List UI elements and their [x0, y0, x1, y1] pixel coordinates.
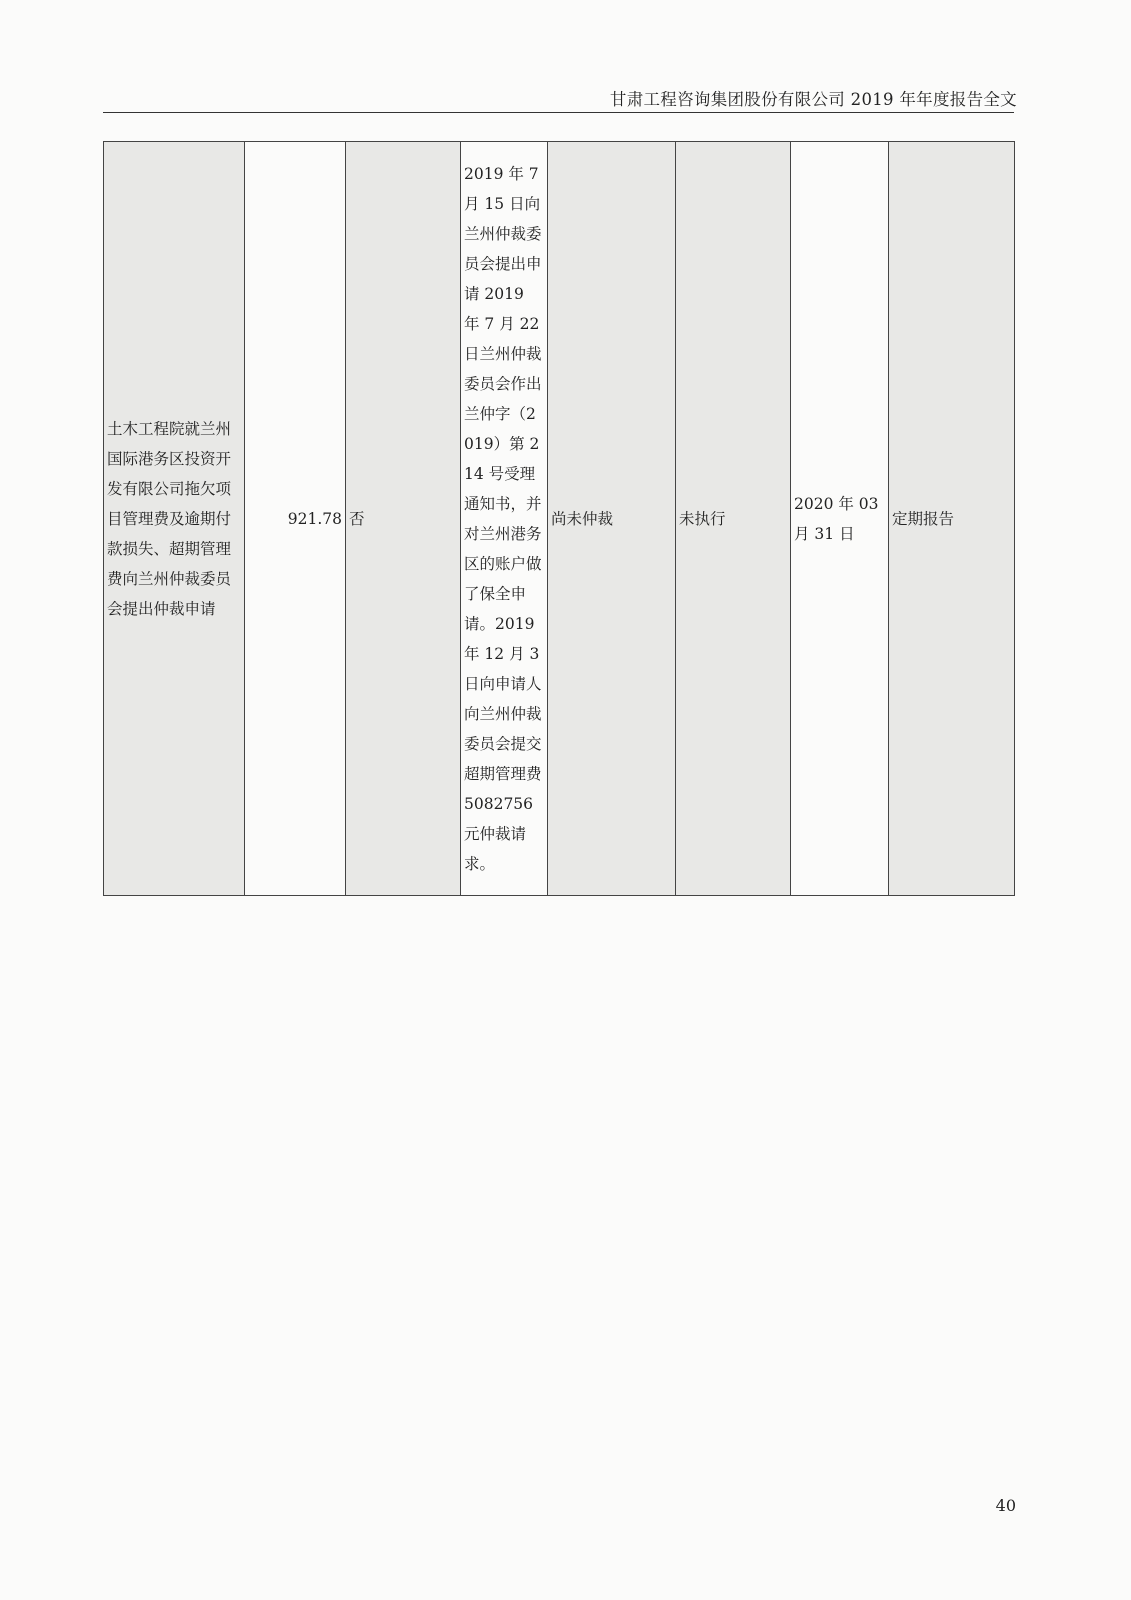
- amount-cell: 921.78: [245, 142, 346, 896]
- execution-cell: 未执行: [676, 142, 791, 896]
- disclosure-date-cell: 2020 年 03 月 31 日: [791, 142, 889, 896]
- header-divider: [103, 112, 1014, 113]
- table-row: [104, 142, 1015, 896]
- litigation-table: [103, 141, 1015, 896]
- disclosure-index-cell: 定期报告: [889, 142, 1015, 896]
- progress-cell: 2019 年 7 月 15 日向兰州仲裁委员会提出申请 2019 年 7 月 22 日兰州仲裁委员会作出兰仲字（2019）第 214 号受理通知书，并对兰州港务区的账户做了保全申请。2019 年 12 月 3 日向申请人向兰州仲裁委员会提交超期管理费 5082756 元仲裁请求。: [461, 142, 548, 896]
- page-number: 40: [995, 1496, 1016, 1515]
- case-summary-cell: 土木工程院就兰州国际港务区投资开发有限公司拖欠项目管理费及逾期付款损失、超期管理费向兰州仲裁委员会提出仲裁申请: [104, 142, 245, 896]
- result-cell: 尚未仲裁: [548, 142, 676, 896]
- provision-cell: 否: [346, 142, 461, 896]
- page-header-title: 甘肃工程咨询集团股份有限公司 2019 年年度报告全文: [609, 90, 1017, 109]
